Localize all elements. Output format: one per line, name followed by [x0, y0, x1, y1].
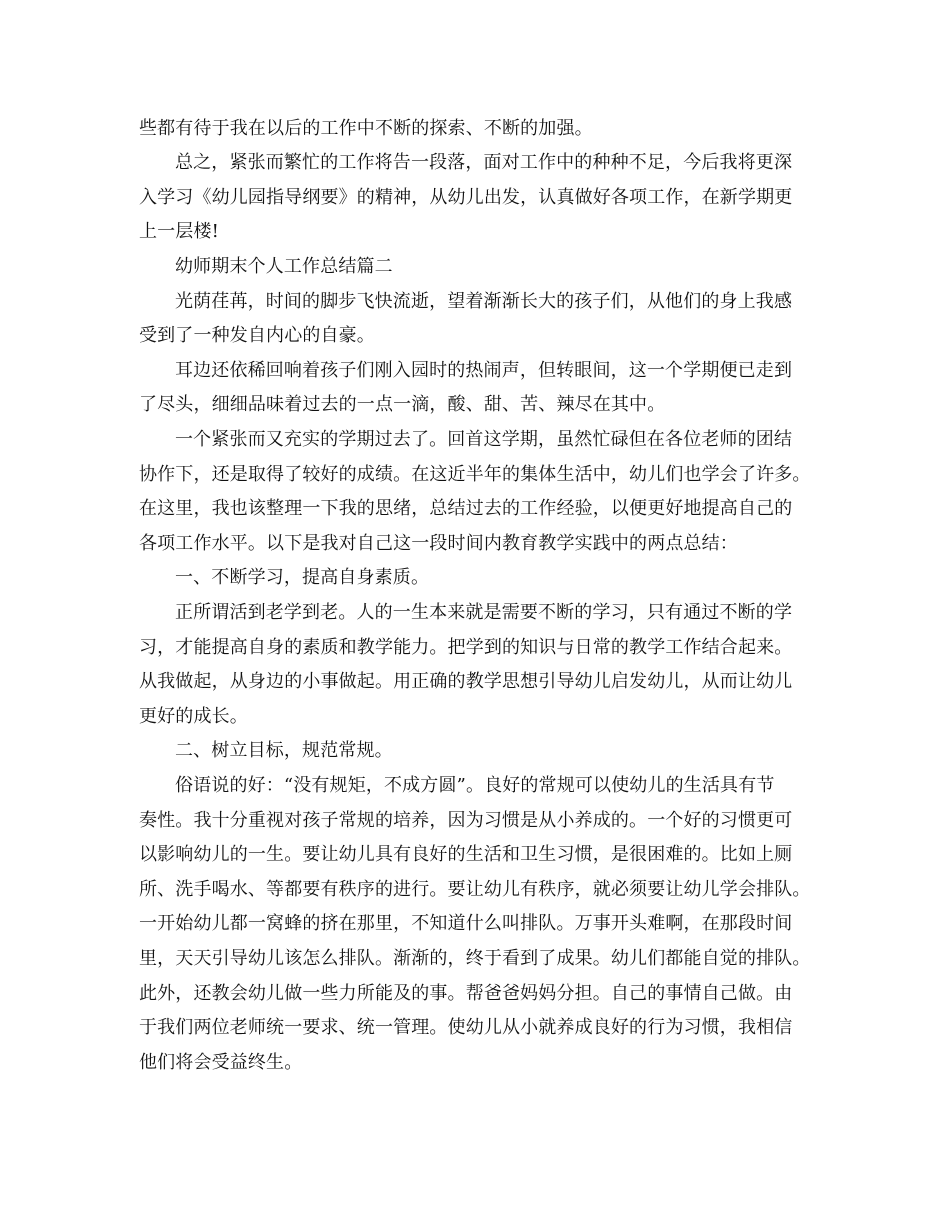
subsection-heading: 一、不断学习，提高自身素质。 — [175, 567, 430, 588]
text-line: 些都有待于我在以后的工作中不断的探索、不断的加强。 — [139, 118, 593, 139]
section-heading: 幼师期末个人工作总结篇二 — [175, 256, 393, 277]
text-line: 了尽头，细细品味着过去的一点一滴，酸、甜、苦、辣尽在其中。 — [139, 394, 666, 415]
text-line: 以影响幼儿的一生。要让幼儿具有良好的生活和卫生习惯，是很困难的。比如上厕 — [139, 844, 793, 865]
text-line: 更好的成长。 — [139, 706, 248, 727]
text-line: 所、洗手喝水、等都要有秩序的进行。要让幼儿有秩序，就必须要让幼儿学会排队。 — [139, 879, 811, 900]
text-line: 各项工作水平。以下是我对自己这一段时间内教育教学实践中的两点总结： — [139, 533, 738, 554]
text-line: 入学习《幼儿园指导纲要》的精神，从幼儿出发，认真做好各项工作，在新学期更 — [139, 187, 793, 208]
text-line: 在这里，我也该整理一下我的思绪，总结过去的工作经验，以便更好地提高自己的 — [139, 498, 793, 519]
text-line: 他们将会受益终生。 — [139, 1052, 303, 1073]
paragraph-start-line: 总之，紧张而繁忙的工作将告一段落，面对工作中的种种不足，今后我将更深 — [175, 152, 793, 173]
text-line: 受到了一种发自内心的自豪。 — [139, 325, 375, 346]
subsection-heading: 二、树立目标，规范常规。 — [175, 740, 393, 761]
paragraph-start-line: 光荫荏苒，时间的脚步飞快流逝，望着渐渐长大的孩子们，从他们的身上我感 — [175, 291, 793, 312]
text-line: 习，才能提高自身的素质和教学能力。把学到的知识与日常的教学工作结合起来。 — [139, 637, 793, 658]
paragraph-start-line: 俗语说的好：“没有规矩，不成方圆”。良好的常规可以使幼儿的生活具有节 — [175, 775, 775, 796]
text-line: 奏性。我十分重视对孩子常规的培养，因为习惯是从小养成的。一个好的习惯更可 — [139, 810, 793, 831]
paragraph-start-line: 一个紧张而又充实的学期过去了。回首这学期，虽然忙碌但在各位老师的团结 — [175, 429, 793, 450]
paragraph-start-line: 正所谓活到老学到老。人的一生本来就是需要不断的学习，只有通过不断的学 — [175, 602, 793, 623]
paragraph-start-line: 耳边还依稀回响着孩子们刚入园时的热闹声，但转眼间，这一个学期便已走到 — [175, 360, 793, 381]
text-line: 上一层楼! — [139, 221, 219, 242]
text-line: 里，天天引导幼儿该怎么排队。渐渐的，终于看到了成果。幼儿们都能自觉的排队。 — [139, 948, 811, 969]
text-line: 一开始幼儿都一窝蜂的挤在那里，不知道什么叫排队。万事开头难啊，在那段时间 — [139, 913, 793, 934]
text-line: 协作下，还是取得了较好的成绩。在这近半年的集体生活中，幼儿们也学会了许多。 — [139, 464, 811, 485]
text-line: 于我们两位老师统一要求、统一管理。使幼儿从小就养成良好的行为习惯，我相信 — [139, 1017, 793, 1038]
text-line: 此外，还教会幼儿做一些力所能及的事。帮爸爸妈妈分担。自己的事情自己做。由 — [139, 983, 793, 1004]
text-line: 从我做起，从身边的小事做起。用正确的教学思想引导幼儿启发幼儿，从而让幼儿 — [139, 671, 793, 692]
